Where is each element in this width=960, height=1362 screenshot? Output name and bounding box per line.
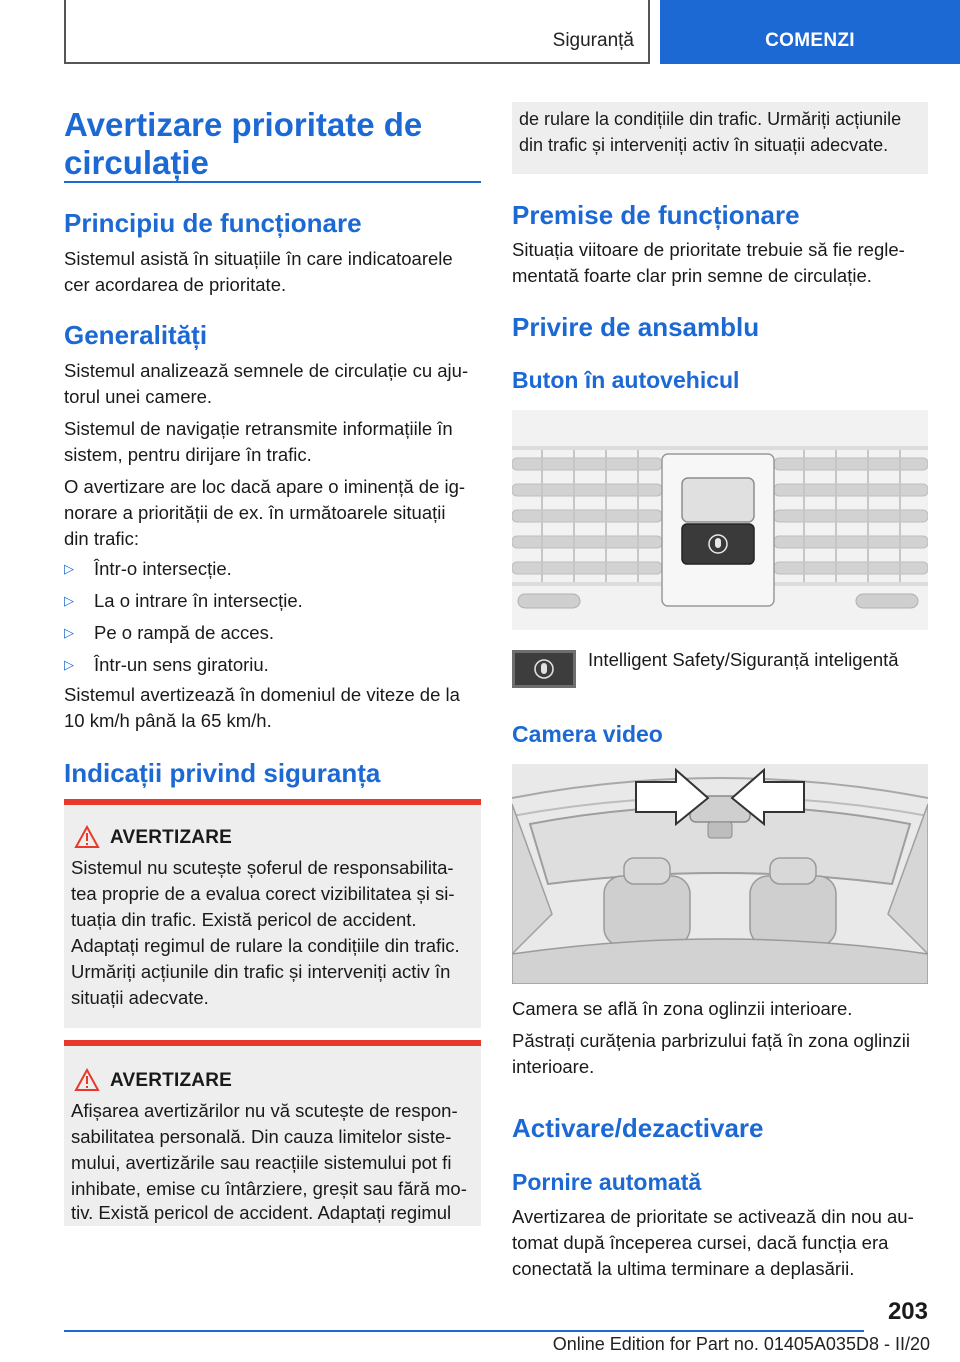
general-heading: Generalități: [64, 320, 208, 350]
warning-text: Sistemul nu scutește șoferul de responsabilita-: [71, 857, 454, 878]
warning-text: inhibate, emise cu întârziere, greșit sau fără mo-: [71, 1178, 467, 1199]
page-title-line2: circulație: [64, 144, 209, 181]
camera-text: Camera se află în zona oglinzii interioare.: [512, 998, 853, 1019]
warning-triangle-icon: [74, 825, 100, 849]
intelligent-safety-button-icon: [512, 650, 576, 688]
camera-text: Păstrați curățenia parbrizului față în zona oglinzii: [512, 1030, 910, 1051]
camera-heading: Camera video: [512, 721, 663, 747]
header-section-box: [64, 0, 650, 64]
warning-title: AVERTIZARE: [110, 827, 232, 848]
warning-text: Afișarea avertizărilor nu vă scutește de respon-: [71, 1100, 458, 1121]
autostart-text: Avertizarea de prioritate se activează din nou au-: [512, 1206, 914, 1227]
warning-continuation-box: [512, 102, 928, 174]
general-text: din trafic:: [64, 528, 140, 549]
header-section-title: Siguranță: [552, 30, 634, 51]
general-text: Sistemul de navigație retransmite informațiile în: [64, 418, 453, 439]
general-text: sistem, pentru dirijare în trafic.: [64, 444, 312, 465]
premises-text: mentată foarte clar prin semne de circulație.: [512, 265, 872, 286]
warning-text: tea proprie de a evalua corect vizibilitatea și si-: [71, 883, 455, 904]
warning-title: AVERTIZARE: [110, 1070, 232, 1091]
bullet-icon: ▷: [64, 625, 74, 640]
list-item-text: Într-o intersecție.: [94, 558, 232, 579]
list-item-text: Pe o rampă de acces.: [94, 622, 274, 643]
warning-box-1: [64, 799, 481, 1028]
warning-text: tiv. Există pericol de accident. Adaptați regimul: [71, 1202, 452, 1223]
warning-text: din trafic și interveniți activ în situații adecvate.: [519, 135, 889, 155]
premises-text: Situația viitoare de prioritate trebuie să fie regle-: [512, 239, 905, 260]
button-caption: Intelligent Safety/Siguranță inteligentă: [588, 649, 899, 670]
activation-heading: Activare/dezactivare: [512, 1113, 764, 1143]
autostart-heading: Pornire automată: [512, 1169, 702, 1195]
footer-rule: [64, 1330, 864, 1332]
general-text: Sistemul analizează semnele de circulație cu aju-: [64, 360, 469, 381]
general-text: O avertizare are loc dacă apare o iminență de ig-: [64, 476, 466, 497]
autostart-text: tomat după începerea cursei, dacă funcția era: [512, 1232, 889, 1253]
warning-text: Urmăriți acțiunile din trafic și interveniți activ în: [71, 961, 451, 982]
warning-bar: [64, 1040, 481, 1046]
camera-text: interioare.: [512, 1056, 595, 1077]
footer-edition-text: Online Edition for Part no. 01405A035D8 - II/20: [552, 1334, 930, 1354]
general-text: norare a priorității de ex. în următoarele situații: [64, 502, 446, 523]
speed-range-text: 10 km/h până la 65 km/h.: [64, 710, 272, 731]
dashboard-button-image: [512, 410, 928, 630]
warning-bar: [64, 799, 481, 805]
speed-range-text: Sistemul avertizează în domeniul de viteze de la: [64, 684, 460, 705]
list-item-text: La o intrare în intersecție.: [94, 590, 303, 611]
principle-text-2: cer acordarea de prioritate.: [64, 274, 287, 295]
page-title-line1: Avertizare prioritate de: [64, 106, 423, 143]
warning-box-2: [64, 1040, 481, 1226]
list-item-text: Într-un sens giratoriu.: [94, 654, 269, 675]
principle-text-1: Sistemul asistă în situațiile în care indicatoarele: [64, 248, 453, 269]
title-rule: [64, 181, 481, 183]
warning-text: tuația din trafic. Există pericol de accident.: [71, 909, 417, 930]
bullet-icon: ▷: [64, 593, 74, 608]
premises-heading: Premise de funcționare: [512, 200, 800, 230]
button-heading: Buton în autovehicul: [512, 367, 740, 393]
bullet-icon: ▷: [64, 561, 74, 576]
page-number: 203: [887, 1298, 928, 1325]
camera-interior-image: [512, 764, 928, 984]
safety-heading: Indicații privind siguranța: [64, 758, 381, 788]
autostart-text: conectată la ultima terminare a deplasării.: [512, 1258, 855, 1279]
header-chapter-label: COMENZI: [765, 30, 855, 51]
overview-heading: Privire de ansamblu: [512, 312, 760, 342]
warning-text: Adaptați regimul de rulare la condițiile din trafic.: [71, 935, 460, 956]
warning-text: situații adecvate.: [71, 987, 209, 1008]
warning-text: mului, avertizările sau reacțiile sistemului pot fi: [71, 1152, 452, 1173]
principle-heading: Principiu de funcționare: [64, 208, 362, 238]
warning-triangle-icon: [74, 1068, 100, 1092]
warning-text: de rulare la condițiile din trafic. Urmăriți acțiunile: [519, 109, 902, 129]
bullet-icon: ▷: [64, 657, 74, 672]
header-chapter-tab[interactable]: [660, 0, 960, 64]
warning-text: sabilitatea personală. Din cauza limitelor siste-: [71, 1126, 452, 1147]
general-text: torul unei camere.: [64, 386, 213, 407]
